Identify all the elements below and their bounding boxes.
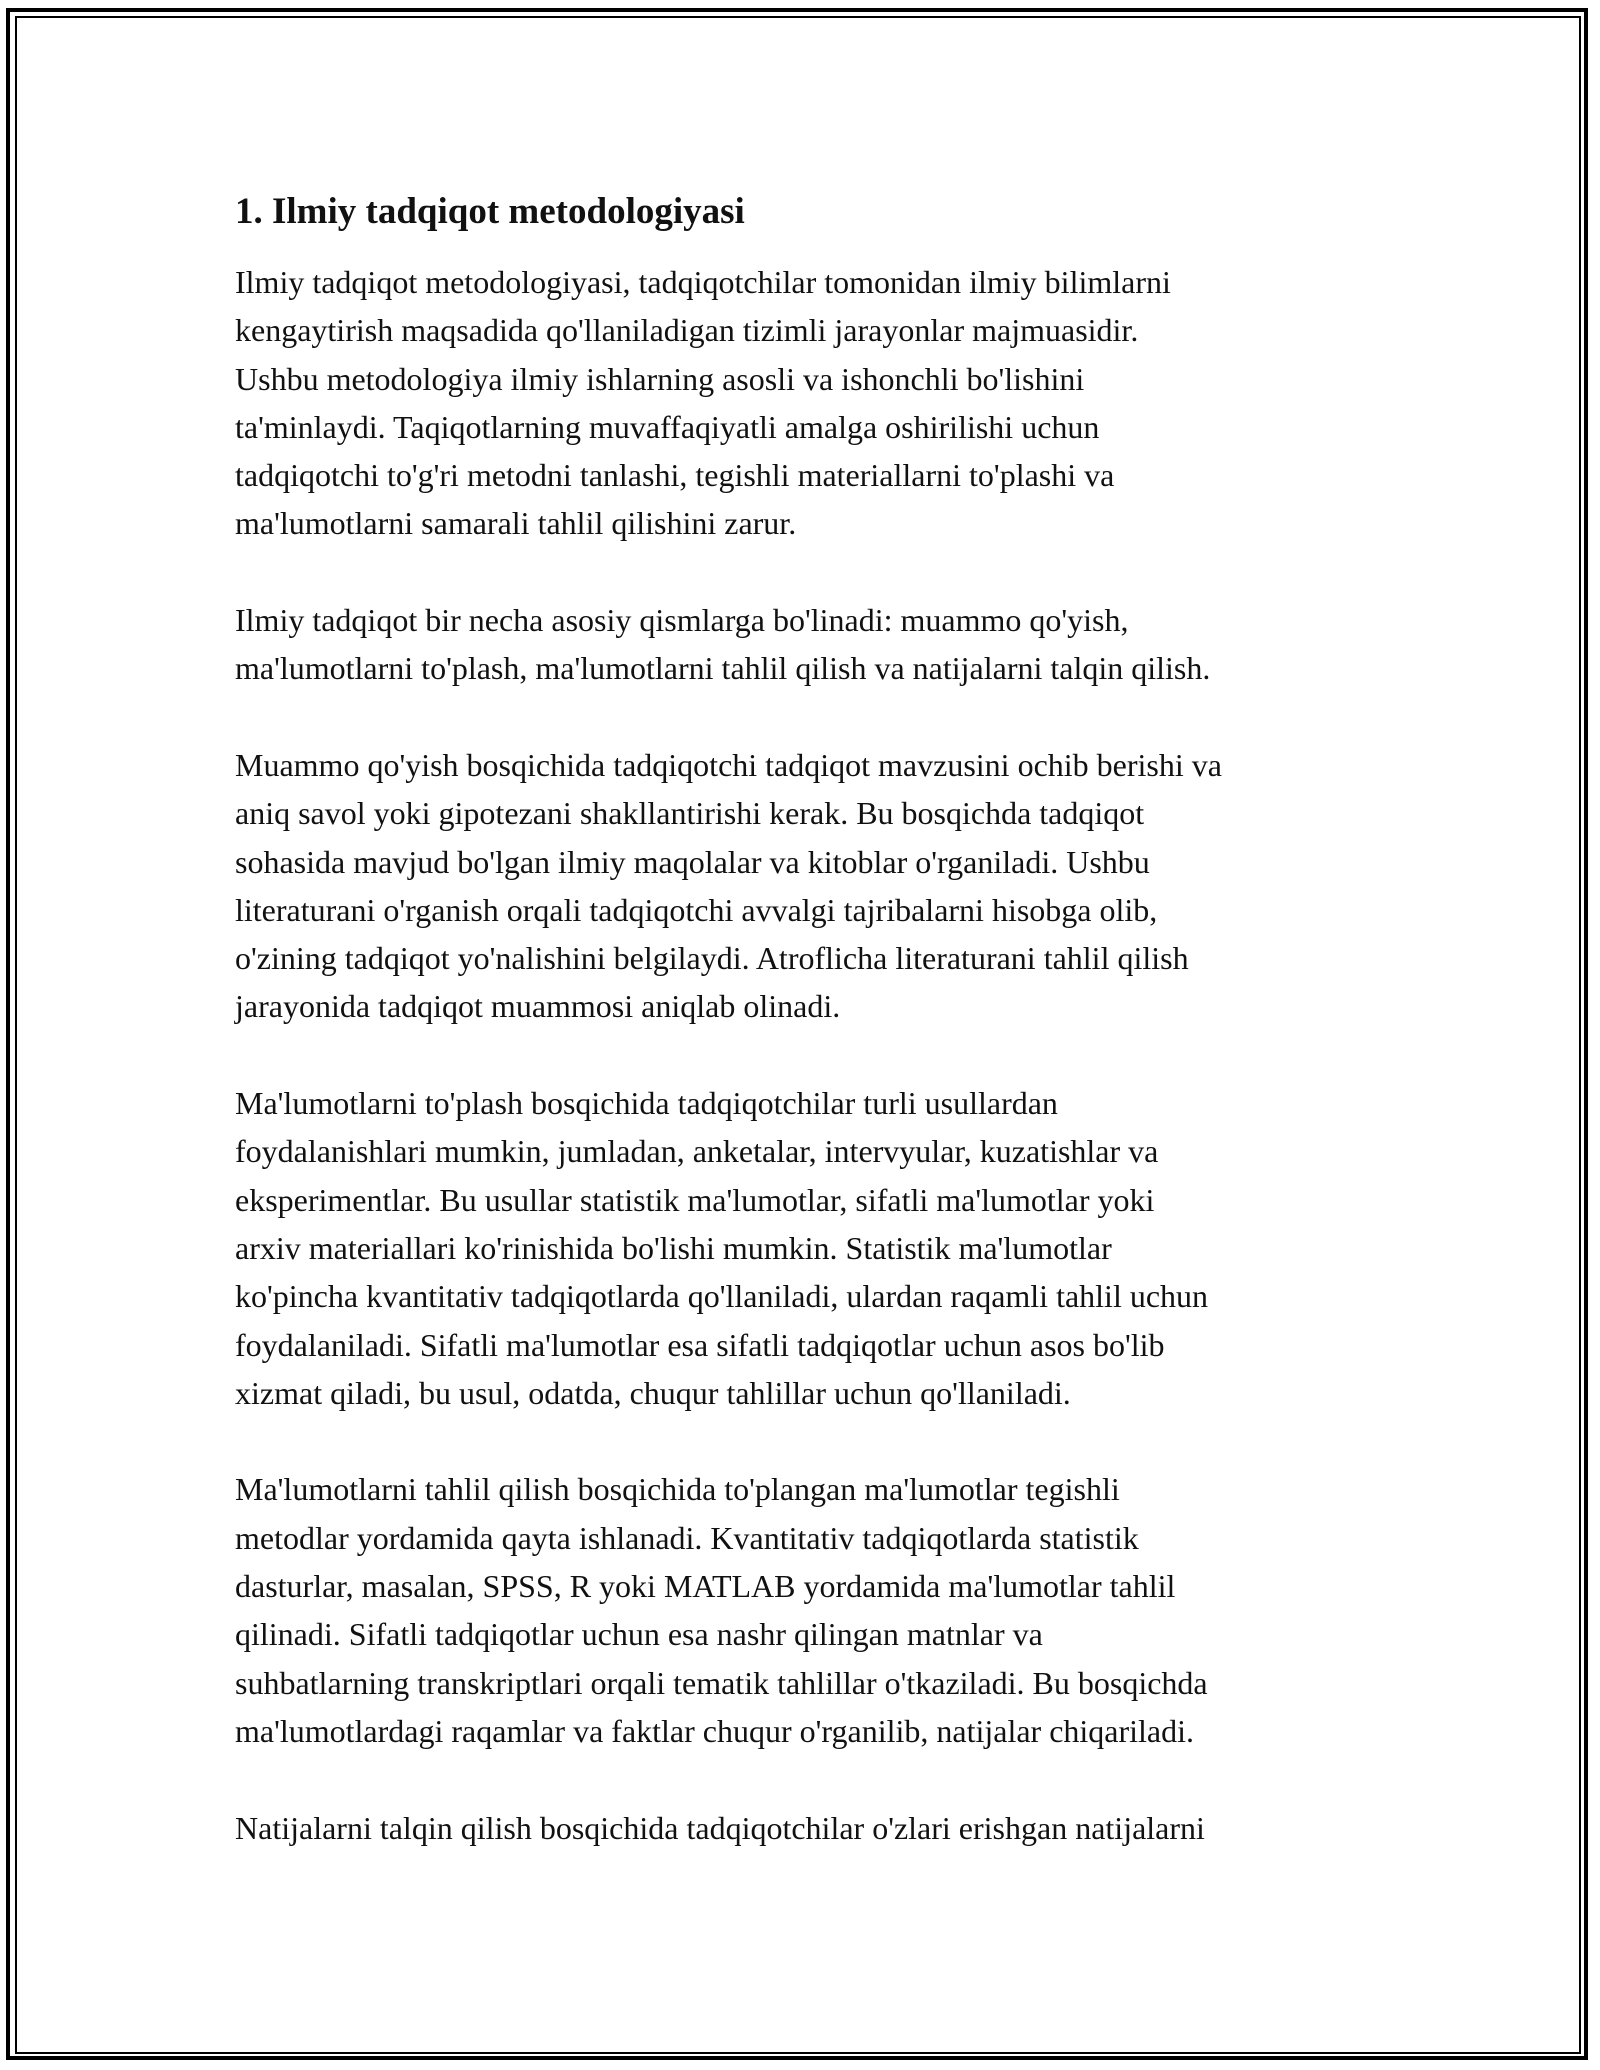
text-line: foydalaniladi. Sifatli ma'lumotlar esa sifatli tadqiqotlar uchun asos bo'lib: [235, 1326, 1165, 1363]
text-line: dasturlar, masalan, SPSS, R yoki MATLAB yordamida ma'lumotlar tahlil: [235, 1568, 1176, 1605]
document-body: [235, 188, 1375, 1900]
text-line: Muammo qo'yish bosqichida tadqiqotchi tadqiqot mavzusini ochib berishi va: [235, 746, 1222, 783]
text-line: Natijalarni talqin qilish bosqichida tadqiqotchilar o'zlari erishgan natijalarni: [235, 1809, 1205, 1846]
paragraph-1: [235, 258, 1375, 548]
text-line: suhbatlarning transkriptlari orqali tematik tahlillar o'tkaziladi. Bu bosqichda: [235, 1664, 1208, 1701]
paragraph-3: [235, 741, 1375, 1031]
paragraph-2: [235, 596, 1375, 693]
text-line: ta'minlaydi. Taqiqotlarning muvaffaqiyatli amalga oshirilishi uchun: [235, 408, 1100, 445]
text-line: aniq savol yoki gipotezani shakllantirishi kerak. Bu bosqichda tadqiqot: [235, 795, 1145, 832]
text-line: Ma'lumotlarni to'plash bosqichida tadqiqotchilar turli usullardan: [235, 1085, 1058, 1122]
paragraph-4: [235, 1079, 1375, 1417]
paragraph-6: [235, 1804, 1375, 1852]
text-line: foydalanishlari mumkin, jumladan, anketalar, intervyular, kuzatishlar va: [235, 1133, 1159, 1170]
text-line: qilinadi. Sifatli tadqiqotlar uchun esa nashr qilingan matnlar va: [235, 1616, 1043, 1653]
text-line: xizmat qiladi, bu usul, odatda, chuqur tahlillar uchun qo'llaniladi.: [235, 1374, 1071, 1411]
text-line: eksperimentlar. Bu usullar statistik ma'lumotlar, sifatli ma'lumotlar yoki: [235, 1181, 1155, 1218]
text-line: ma'lumotlarni to'plash, ma'lumotlarni tahlil qilish va natijalarni talqin qilish.: [235, 650, 1211, 687]
text-line: arxiv materiallari ko'rinishida bo'lishi mumkin. Statistik ma'lumotlar: [235, 1229, 1112, 1266]
paragraph-5: [235, 1465, 1375, 1755]
text-line: tadqiqotchi to'g'ri metodni tanlashi, tegishli materiallarni to'plashi va: [235, 457, 1115, 494]
text-line: Ilmiy tadqiqot bir necha asosiy qismlarga bo'linadi: muammo qo'yish,: [235, 602, 1129, 639]
text-line: ko'pincha kvantitativ tadqiqotlarda qo'llaniladi, ulardan raqamli tahlil uchun: [235, 1278, 1209, 1315]
text-line: Ushbu metodologiya ilmiy ishlarning asosli va ishonchli bo'lishini: [235, 360, 1085, 397]
text-line: literaturani o'rganish orqali tadqiqotchi avvalgi tajribalarni hisobga olib,: [235, 891, 1158, 928]
text-line: o'zining tadqiqot yo'nalishini belgilaydi. Atroflicha literaturani tahlil qilish: [235, 940, 1189, 977]
section-title: 1. Ilmiy tadqiqot metodologiyasi: [235, 191, 745, 232]
text-line: metodlar yordamida qayta ishlanadi. Kvantitativ tadqiqotlarda statistik: [235, 1519, 1139, 1556]
text-line: ma'lumotlardagi raqamlar va faktlar chuqur o'rganilib, natijalar chiqariladi.: [235, 1712, 1195, 1749]
text-line: ma'lumotlarni samarali tahlil qilishini zarur.: [235, 505, 797, 542]
text-line: jarayonida tadqiqot muammosi aniqlab olinadi.: [235, 988, 841, 1025]
text-line: sohasida mavjud bo'lgan ilmiy maqolalar va kitoblar o'rganiladi. Ushbu: [235, 843, 1150, 880]
text-line: Ma'lumotlarni tahlil qilish bosqichida to'plangan ma'lumotlar tegishli: [235, 1471, 1120, 1508]
text-line: Ilmiy tadqiqot metodologiyasi, tadqiqotchilar tomonidan ilmiy bilimlarni: [235, 264, 1171, 300]
text-line: kengaytirish maqsadida qo'llaniladigan tizimli jarayonlar majmuasidir.: [235, 312, 1139, 349]
